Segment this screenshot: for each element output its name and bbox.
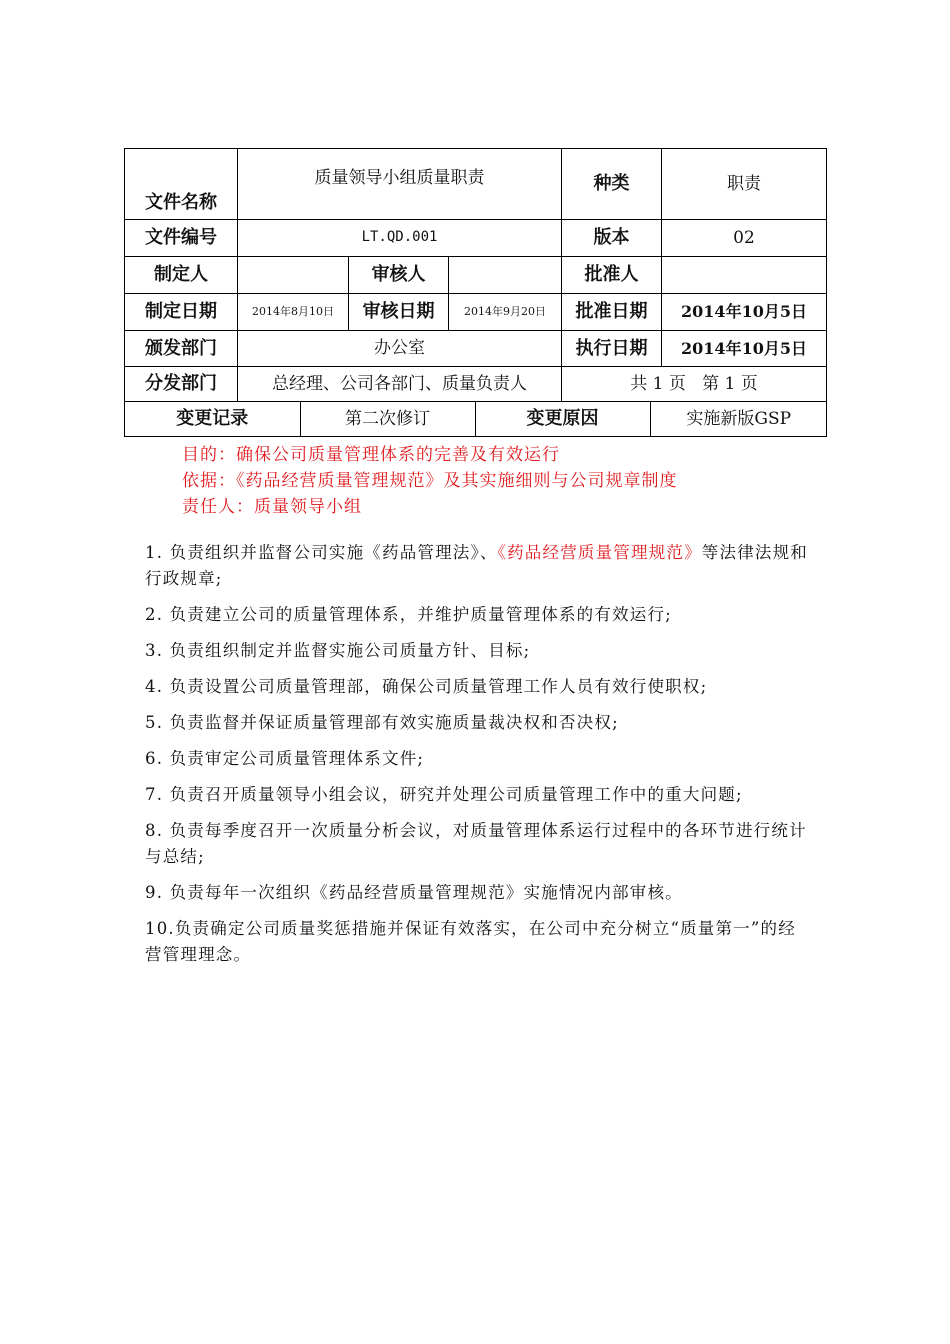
effective-date-value: 2014年10月5日 (662, 331, 827, 367)
issuing-dept-value: 办公室 (238, 331, 562, 367)
approve-date-label: 批准日期 (562, 294, 662, 331)
purpose-responsible: 责任人：质量领导小组 (182, 497, 362, 517)
review-date-value: 2014年9月20日 (449, 294, 562, 331)
version-label: 版本 (562, 220, 662, 257)
category-label: 种类 (562, 149, 662, 220)
approver-value (662, 257, 827, 294)
author-value (238, 257, 349, 294)
reviewer-label: 审核人 (349, 257, 449, 294)
list-item: 9. 负责每年一次组织《药品经营质量管理规范》实施情况内部审核。 (145, 883, 683, 902)
change-record-label: 变更记录 (176, 408, 249, 430)
change-reason-label: 变更原因 (475, 402, 650, 436)
approve-date-value: 2014年10月5日 (662, 294, 827, 331)
list-item: 10.负责确定公司质量奖惩措施并保证有效落实，在公司中充分树立“质量第一”的经营管理理念。 (145, 919, 796, 964)
file-number-value: LT.QD.001 (238, 220, 562, 257)
file-number-label: 文件编号 (125, 220, 238, 257)
list-item: 5. 负责监督并保证质量管理部有效实施质量裁决权和否决权; (145, 713, 619, 732)
list-item: 2. 负责建立公司的质量管理体系，并维护质量管理体系的有效运行; (145, 605, 672, 624)
author-date-value: 2014年8月10日 (238, 294, 349, 331)
category-value: 职责 (662, 149, 827, 220)
purpose-basis: 依据：《药品经营质量管理规范》及其实施细则与公司规章制度 (182, 471, 678, 491)
list-item: 8. 负责每季度召开一次质量分析会议，对质量管理体系运行过程中的各环节进行统计与总结; (145, 821, 807, 866)
list-item: 6. 负责审定公司质量管理体系文件; (145, 749, 425, 768)
list-item: 1. 负责组织并监督公司实施《药品管理法》、《药品经营质量管理规范》等法律法规和行政规章; (145, 543, 808, 588)
purpose-objective: 目的：确保公司质量管理体系的完善及有效运行 (182, 445, 560, 465)
regulation-title: 《药品经营质量管理规范》 (497, 543, 702, 562)
author-date-label: 制定日期 (125, 294, 238, 331)
change-record-value: 第二次修订 (300, 402, 475, 436)
issuing-dept-label: 颁发部门 (125, 331, 238, 367)
author-label: 制定人 (125, 257, 238, 294)
list-item: 3. 负责组织制定并监督实施公司质量方针、目标; (145, 641, 531, 660)
review-date-label: 审核日期 (349, 294, 449, 331)
document-header-table (124, 148, 827, 437)
list-item: 7. 负责召开质量领导小组会议，研究并处理公司质量管理工作中的重大问题; (145, 785, 743, 804)
effective-date-label: 执行日期 (562, 331, 662, 367)
distribution-label: 分发部门 (125, 367, 238, 402)
distribution-value: 总经理、公司各部门、质量负责人 (238, 367, 562, 402)
list-item: 4. 负责设置公司质量管理部，确保公司质量管理工作人员有效行使职权; (145, 677, 708, 696)
file-name-label: 文件名称 (125, 149, 238, 220)
reviewer-value (449, 257, 562, 294)
change-reason-value: 实施新版GSP (650, 402, 827, 436)
change-record-row (125, 402, 827, 437)
file-name-value: 质量领导小组质量职责 (238, 149, 562, 220)
page-info: 共 1 页 第 1 页 (562, 367, 827, 402)
version-value: 02 (662, 220, 827, 257)
responsibility-list (145, 540, 810, 978)
approver-label: 批准人 (562, 257, 662, 294)
